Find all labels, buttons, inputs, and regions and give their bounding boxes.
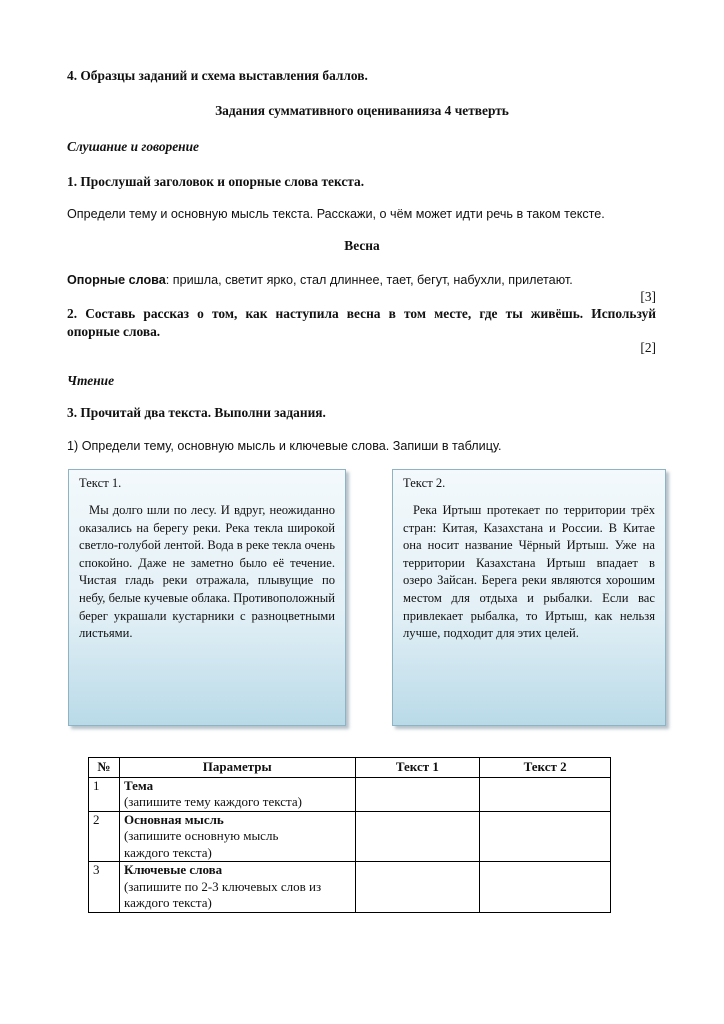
table-header-text1: Текст 1: [355, 758, 480, 778]
parameter-note: (запишите основную мысль: [123, 828, 279, 843]
reading-section-title: Чтение: [67, 373, 115, 388]
task2-line2: опорные слова.: [67, 324, 161, 339]
section-heading: 4. Образцы заданий и схема выставления баллов.: [67, 68, 368, 83]
parameter-title: Ключевые слова: [123, 862, 223, 877]
sub-heading: Задания суммативного оцениванияза 4 четверть: [215, 103, 509, 118]
task1-instruction: Определи тему и основную мысль текста. Расскажи, о чём может идти речь в таком тексте.: [67, 207, 605, 221]
text-box-2-body: Река Иртыш протекает по территории трёх стран: Китая, Казахстана и России. В Китае она носит название Чёрный Иртыш. Уже на территории Казахстана Иртыш впадает в озеро Зайсан. Берега реки являются хорошим местом для отдыха и рыбалки. Если вас привлекает рыбалка, то Иртыш, как нельзя лучше, подходит для этих целей.: [403, 503, 655, 641]
text1-answer-cell[interactable]: [355, 862, 480, 913]
parameter-note: (запишите тему каждого текста): [123, 794, 302, 809]
score-task2: [2]: [640, 340, 656, 355]
row-parameter: [119, 811, 355, 862]
row-parameter: [119, 777, 355, 811]
text-box-1-body: Мы долго шли по лесу. И вдруг, неожиданно оказались на берегу реки. Река текла широкой светло-голубой лентой. Вода в реке текла очень спокойно. Даже не заметно было её течение. Чистая гладь реки отражала, плывущие по небу, белые кучевые облака. Противоположный берег украшали кустарники с разноцветными листьями.: [79, 503, 335, 641]
keywords-line: [67, 273, 573, 287]
table-header-parameters: Параметры: [119, 758, 355, 778]
table-row: [89, 777, 611, 811]
text-box-1-label: Текст 1.: [79, 476, 122, 490]
text1-answer-cell[interactable]: [355, 777, 480, 811]
table-row: [89, 811, 611, 862]
table-header-row: [89, 758, 611, 778]
score-task1: [3]: [640, 289, 656, 304]
text2-answer-cell[interactable]: [480, 811, 611, 862]
row-number: 3: [89, 862, 120, 913]
table-header-number: №: [89, 758, 120, 778]
keywords-label: Опорные слова: [67, 273, 166, 287]
table-header-text2: Текст 2: [480, 758, 611, 778]
parameter-note-continued: каждого текста): [123, 844, 212, 860]
parameter-note: (запишите по 2-3 ключевых слов из: [123, 878, 322, 894]
parameter-note-continued: каждого текста): [123, 895, 212, 910]
parameter-title: Тема: [123, 777, 154, 793]
task3-instruction: 1) Определи тему, основную мысль и ключевые слова. Запиши в таблицу.: [67, 439, 502, 453]
task1-title: 1. Прослушай заголовок и опорные слова текста.: [67, 174, 365, 189]
text1-answer-cell[interactable]: [355, 811, 480, 862]
listening-section-title: Слушание и говорение: [67, 139, 199, 154]
task3-title: 3. Прочитай два текста. Выполни задания.: [67, 405, 326, 420]
parameter-title: Основная мысль: [123, 811, 224, 827]
table-row: [89, 862, 611, 913]
row-number: 1: [89, 777, 120, 811]
text-box-2: [392, 469, 666, 726]
keywords-value: : пришла, светит ярко, стал длиннее, тает, бегут, набухли, прилетают.: [165, 273, 573, 287]
text-title: Весна: [344, 238, 380, 253]
text2-answer-cell[interactable]: [480, 862, 611, 913]
text2-answer-cell[interactable]: [480, 777, 611, 811]
text-box-1: [68, 469, 346, 726]
text-box-2-label: Текст 2.: [403, 476, 446, 490]
parameters-table: [88, 757, 611, 913]
row-number: 2: [89, 811, 120, 862]
row-parameter: [119, 862, 355, 913]
task2-line1: 2. Составь рассказ о том, как наступила весна в том месте, где ты живёшь. Используй: [67, 306, 656, 321]
